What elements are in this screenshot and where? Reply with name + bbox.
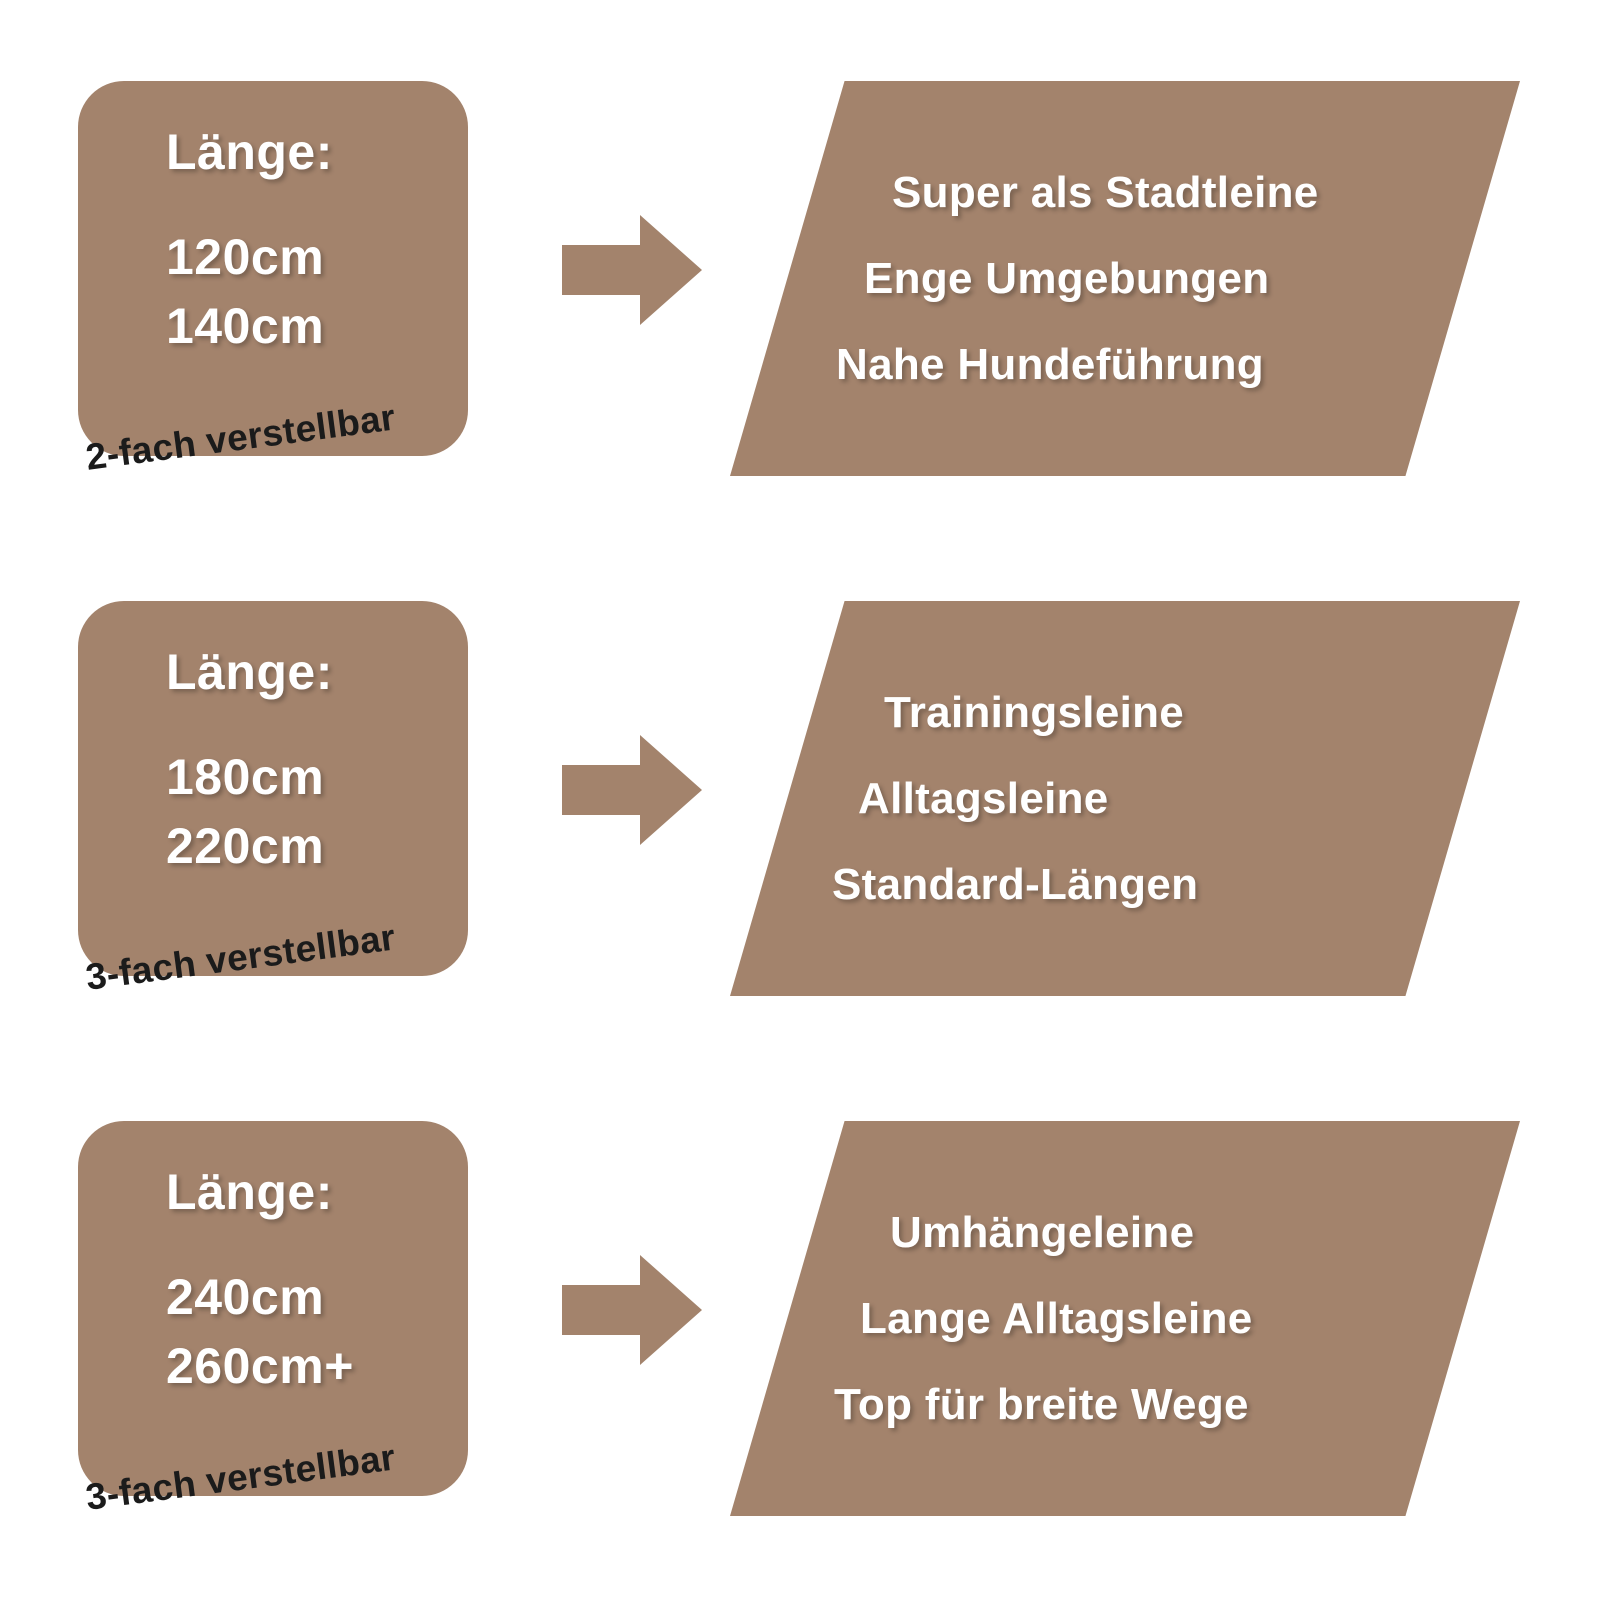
use-case-list <box>730 81 1520 476</box>
use-case-card <box>730 1121 1520 1516</box>
length-label: Länge: <box>166 124 333 180</box>
length-card <box>78 81 468 456</box>
length-value: 260cm+ <box>166 1338 354 1394</box>
use-case-item: Super als Stadtleine <box>892 167 1319 217</box>
length-row <box>0 585 1600 1015</box>
length-value: 240cm <box>166 1269 325 1325</box>
adjustability-caption: 3-fach verstellbar <box>83 916 398 998</box>
length-value: 180cm <box>166 749 325 805</box>
use-case-item: Trainingsleine <box>884 687 1185 737</box>
length-card <box>78 601 468 976</box>
use-case-card <box>730 601 1520 996</box>
use-case-list <box>730 601 1520 996</box>
adjustability-caption: 3-fach verstellbar <box>83 1436 398 1518</box>
use-case-item: Top für breite Wege <box>834 1379 1249 1429</box>
use-case-item: Standard-Längen <box>832 859 1199 909</box>
use-case-item: Enge Umgebungen <box>864 253 1270 303</box>
arrow-right-icon <box>562 735 702 845</box>
length-value: 120cm <box>166 229 325 285</box>
length-card <box>78 1121 468 1496</box>
arrow-right-icon <box>562 215 702 325</box>
arrow-right-icon <box>562 1255 702 1365</box>
length-value: 140cm <box>166 298 325 354</box>
adjustability-caption: 2-fach verstellbar <box>83 396 398 478</box>
use-case-card <box>730 81 1520 476</box>
length-value: 220cm <box>166 818 325 874</box>
use-case-item: Umhängeleine <box>890 1207 1195 1257</box>
length-row <box>0 1105 1600 1535</box>
length-label: Länge: <box>166 1164 333 1220</box>
use-case-list <box>730 1121 1520 1516</box>
use-case-item: Nahe Hundeführung <box>836 339 1264 389</box>
use-case-item: Alltagsleine <box>858 773 1109 823</box>
length-row <box>0 65 1600 495</box>
length-label: Länge: <box>166 644 333 700</box>
use-case-item: Lange Alltagsleine <box>860 1293 1253 1343</box>
